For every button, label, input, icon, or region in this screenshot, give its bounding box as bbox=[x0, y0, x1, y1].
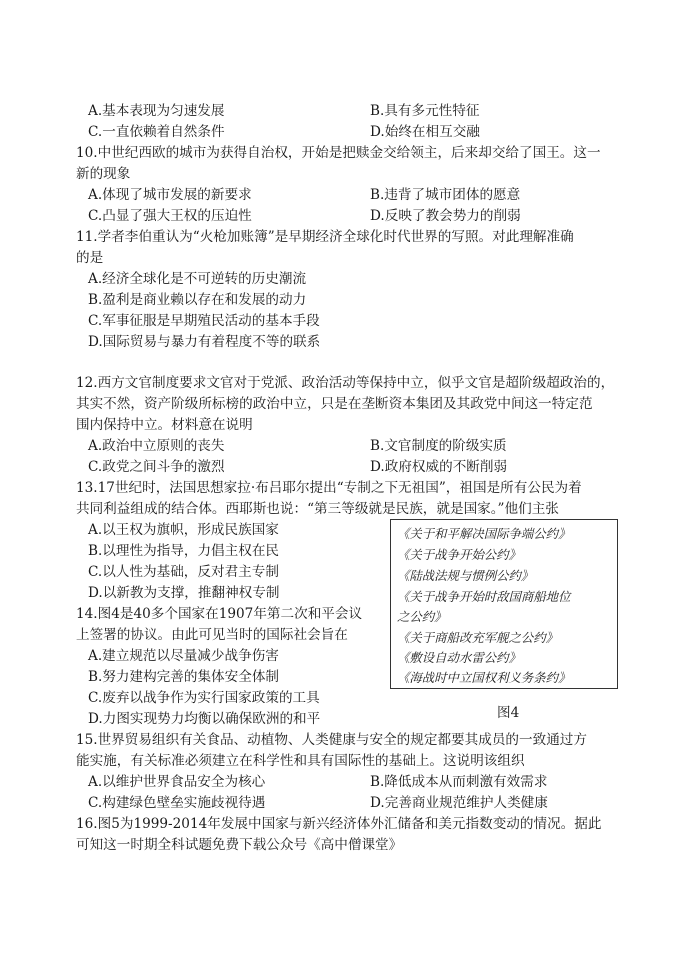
q16-stem-line2: 可知这一时期全科试题免费下载公众号《高中僧课堂》 bbox=[76, 837, 403, 853]
q10-option-a: A.体现了城市发展的新要求 bbox=[88, 187, 252, 203]
q13-option-c: C.以人性为基础，反对君主专制 bbox=[88, 564, 279, 580]
q12-stem-line3: 围内保持中立。材料意在说明 bbox=[76, 417, 253, 433]
q10-stem-line2: 新的现象 bbox=[76, 166, 131, 182]
q12-stem-line1: 12.西方文官制度要求文官对于党派、政治活动等保持中立，似乎文官是超阶级超政治的， bbox=[76, 375, 615, 391]
q11-option-b: B.盈利是商业赖以存在和发展的动力 bbox=[88, 292, 307, 308]
q9-option-a: A.基本表现为匀速发展 bbox=[88, 103, 225, 119]
figure-4-item: 《敷设自动水雷公约》 bbox=[397, 650, 521, 665]
q13-stem-line1: 13.17世纪时，法国思想家拉·布吕耶尔提出“专制之下无祖国”，祖国是所有公民为着 bbox=[76, 480, 582, 496]
q9-option-b: B.具有多元性特征 bbox=[370, 103, 480, 119]
q10-option-b: B.违背了城市团体的愿意 bbox=[370, 187, 521, 203]
figure-4-item: 《陆战法规与惯例公约》 bbox=[397, 568, 534, 583]
figure-4-item: 《关于和平解决国际争端公约》 bbox=[397, 526, 571, 541]
q11-option-d: D.国际贸易与暴力有着程度不等的联系 bbox=[88, 334, 321, 350]
q11-option-a: A.经济全球化是不可逆转的历史潮流 bbox=[88, 271, 307, 287]
q11-stem-line1: 11.学者李伯重认为“火枪加账簿”是早期经济全球化时代世界的写照。对此理解准确 bbox=[76, 229, 574, 245]
q11-stem-line2: 的是 bbox=[76, 250, 104, 266]
q12-option-c: C.政党之间斗争的激烈 bbox=[88, 459, 225, 475]
q14-option-b: B.努力建构完善的集体安全体制 bbox=[88, 669, 280, 685]
q16-stem-line1: 16.图5为1999-2014年发展中国家与新兴经济体外汇储备和美元指数变动的情况。据此 bbox=[76, 816, 602, 832]
figure-4-item: 《关于商船改充军舰之公约》 bbox=[397, 630, 559, 645]
q11-option-c: C.军事征服是早期殖民活动的基本手段 bbox=[88, 313, 320, 329]
q15-option-d: D.完善商业规范维护人类健康 bbox=[370, 795, 548, 811]
q10-stem-line1: 10.中世纪西欧的城市为获得自治权，开始是把赎金交给领主，后来却交给了国王。这一 bbox=[76, 145, 601, 161]
q10-option-c: C.凸显了强大王权的压迫性 bbox=[88, 208, 252, 224]
q14-option-a: A.建立规范以尽量减少战争伤害 bbox=[88, 648, 279, 664]
q12-option-b: B.文官制度的阶级实质 bbox=[370, 438, 507, 454]
figure-4-item: 《关于战争开始公约》 bbox=[397, 547, 521, 562]
q9-option-d: D.始终在相互交融 bbox=[370, 124, 480, 140]
figure-4-item: 《海战时中立国权利义务条约》 bbox=[397, 670, 571, 685]
q12-stem-line2: 其实不然，资产阶级所标榜的政治中立，只是在垄断资本集团及其政党中间这一特定范 bbox=[76, 396, 593, 412]
q15-option-b: B.降低成本从而刺激有效需求 bbox=[370, 774, 548, 790]
q15-stem-line1: 15.世界贸易组织有关食品、动植物、人类健康与安全的规定都要其成员的一致通过方 bbox=[76, 732, 587, 748]
figure-4-item: 之公约》 bbox=[397, 609, 447, 624]
q14-stem-line1: 14.图4是40多个国家在1907年第二次和平会议 bbox=[76, 606, 363, 622]
q12-option-a: A.政治中立原则的丧失 bbox=[88, 438, 225, 454]
q14-option-d: D.力图实现势力均衡以确保欧洲的和平 bbox=[88, 711, 321, 727]
q15-stem-line2: 能实施，有关标准必须建立在科学性和具有国际性的基础上。这说明该组织 bbox=[76, 753, 525, 769]
q15-option-c: C.构建绿色壁垒实施歧视待遇 bbox=[88, 795, 266, 811]
q13-option-d: D.以新教为支撑，推翻神权专制 bbox=[88, 585, 280, 601]
figure-4-label: 图4 bbox=[497, 705, 520, 721]
q15-option-a: A.以维护世界食品安全为核心 bbox=[88, 774, 266, 790]
figure-4-box bbox=[390, 519, 618, 689]
q9-option-c: C.一直依赖着自然条件 bbox=[88, 124, 225, 140]
q12-option-d: D.政府权威的不断削弱 bbox=[370, 459, 508, 475]
q13-stem-line2: 共同利益组成的结合体。西耶斯也说：“第三等级就是民族，就是国家。”他们主张 bbox=[76, 501, 559, 517]
q13-option-b: B.以理性为指导，力倡主权在民 bbox=[88, 543, 280, 559]
q13-option-a: A.以王权为旗帜，形成民族国家 bbox=[88, 522, 279, 538]
q14-option-c: C.废弃以战争作为实行国家政策的工具 bbox=[88, 690, 320, 706]
figure-4-item: 《关于战争开始时敌国商船地位 bbox=[397, 589, 571, 604]
q14-stem-line2: 上签署的协议。由此可见当时的国际社会旨在 bbox=[76, 627, 348, 643]
q10-option-d: D.反映了教会势力的削弱 bbox=[370, 208, 521, 224]
